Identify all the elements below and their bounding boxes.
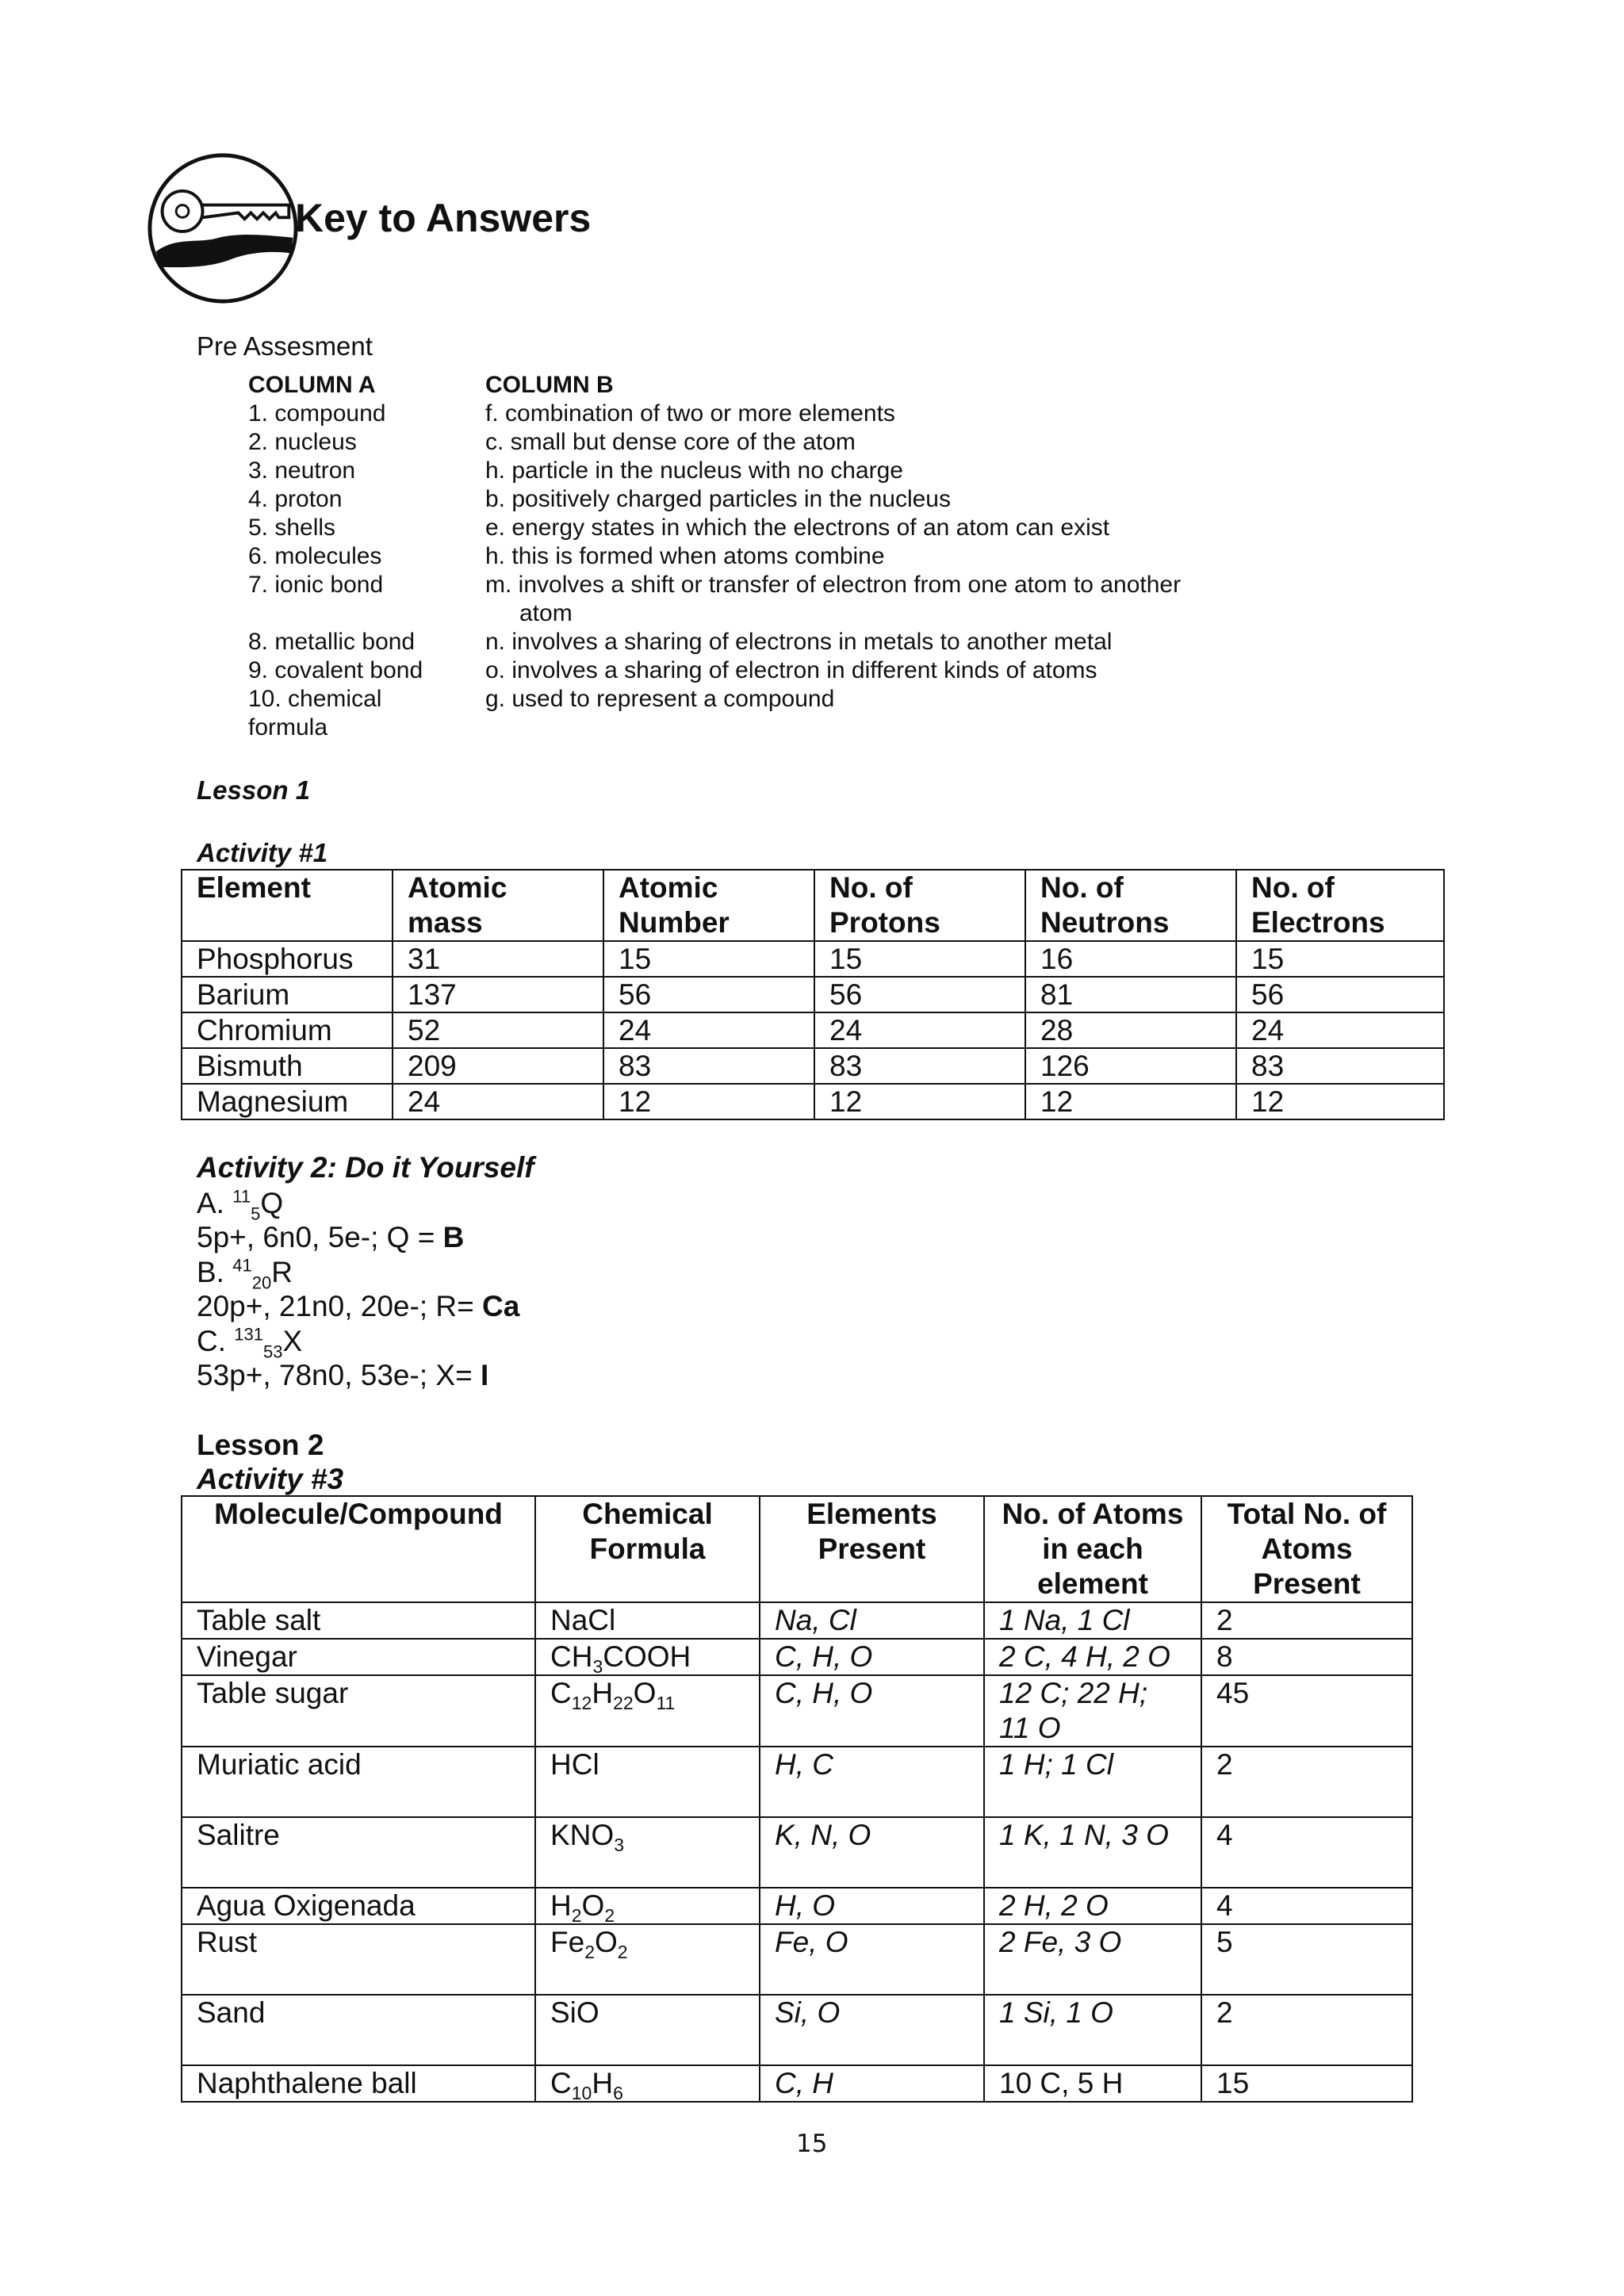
table-cell: 83 xyxy=(1236,1048,1444,1084)
elements-present: K, N, O xyxy=(760,1817,984,1888)
total-atoms: 15 xyxy=(1201,2065,1412,2102)
col-a-item: 9. covalent bond xyxy=(248,657,423,683)
table-row xyxy=(182,941,1444,977)
pre-assessment-label: Pre Assesment xyxy=(197,331,373,361)
elements-present: Si, O xyxy=(760,1995,984,2065)
table-cell: 15 xyxy=(1236,941,1444,977)
table-cell: 31 xyxy=(393,941,603,977)
col-a-item: 7. ionic bond xyxy=(248,572,384,598)
total-atoms: 5 xyxy=(1201,1924,1412,1995)
atoms-per-element: 1 Na, 1 Cl xyxy=(984,1602,1201,1639)
column-header: Elements Present xyxy=(760,1496,984,1602)
table-cell: 12 xyxy=(814,1084,1025,1119)
table-cell: 209 xyxy=(393,1048,603,1084)
table-row xyxy=(182,1639,1412,1675)
atoms-per-element: 1 K, 1 N, 3 O xyxy=(984,1817,1201,1888)
column-header: Atomic mass xyxy=(393,870,603,941)
table-header-row xyxy=(182,870,1444,941)
table-cell: Chromium xyxy=(182,1012,393,1048)
nuclide-b: B. $^{41}_{20}$R xyxy=(197,1255,293,1293)
total-atoms: 2 xyxy=(1201,1602,1412,1639)
compound-name: Table salt xyxy=(182,1602,535,1639)
table-cell: 12 xyxy=(1236,1084,1444,1119)
table-row xyxy=(182,1675,1412,1747)
col-a-item: 8. metallic bond xyxy=(248,629,416,655)
atoms-per-element: 1 Si, 1 O xyxy=(984,1995,1201,2065)
col-b-item: m. involves a shift or transfer of electron from one atom to another xyxy=(485,572,1182,598)
chemical-formula: $CH_3COOH$ xyxy=(535,1639,760,1675)
col-a-item: 1. compound xyxy=(248,400,386,427)
col-a-item: 10. chemical xyxy=(248,686,382,712)
atoms-per-element: 10 C, 5 H xyxy=(984,2065,1201,2102)
table-cell: 12 xyxy=(1025,1084,1236,1119)
elements-present: C, H xyxy=(760,2065,984,2102)
table-cell: 12 xyxy=(603,1084,814,1119)
elements-present: H, O xyxy=(760,1888,984,1924)
table-cell: 56 xyxy=(814,977,1025,1012)
compound-name: Sand xyxy=(182,1995,535,2065)
table-cell: Magnesium xyxy=(182,1084,393,1119)
col-a-item: 4. proton xyxy=(248,486,343,512)
table-row xyxy=(182,1602,1412,1639)
compounds-table xyxy=(181,1495,1413,2103)
col-a-item: formula xyxy=(248,714,328,740)
table-cell: 16 xyxy=(1025,941,1236,977)
atoms-per-element: 1 H; 1 Cl xyxy=(984,1747,1201,1817)
table-cell: Bismuth xyxy=(182,1048,393,1084)
atoms-per-element: 2 C, 4 H, 2 O xyxy=(984,1639,1201,1675)
page-number: 15 xyxy=(796,2130,828,2158)
elements-present: C, H, O xyxy=(760,1639,984,1675)
table-row xyxy=(182,1888,1412,1924)
column-header: No. of Electrons xyxy=(1236,870,1444,941)
total-atoms: 2 xyxy=(1201,1747,1412,1817)
answer-b: 20p+, 21n0, 20e-; R= Ca xyxy=(197,1290,520,1322)
compound-name: Naphthalene ball xyxy=(182,2065,535,2102)
column-header: No. of Protons xyxy=(814,870,1025,941)
table-cell: Barium xyxy=(182,977,393,1012)
column-header: Atomic Number xyxy=(603,870,814,941)
atoms-per-element: 2 H, 2 O xyxy=(984,1888,1201,1924)
col-b-item: f. combination of two or more elements xyxy=(485,400,895,427)
chemical-formula: HCl xyxy=(535,1747,760,1817)
col-b-item: atom xyxy=(519,600,573,626)
page-title: Key to Answers xyxy=(295,196,592,240)
total-atoms: 4 xyxy=(1201,1888,1412,1924)
table-cell: 24 xyxy=(1236,1012,1444,1048)
table-row xyxy=(182,1012,1444,1048)
key-hand-logo-icon xyxy=(145,151,301,306)
elements-present: Fe, O xyxy=(760,1924,984,1995)
table-cell: 15 xyxy=(603,941,814,977)
table-cell: 83 xyxy=(603,1048,814,1084)
activity-2-heading: Activity 2: Do it Yourself xyxy=(197,1151,534,1184)
lesson-2-heading: Lesson 2 xyxy=(197,1429,324,1461)
column-header: No. of Neutrons xyxy=(1025,870,1236,941)
table-cell: 56 xyxy=(603,977,814,1012)
col-a-item: 5. shells xyxy=(248,515,336,541)
col-b-item: h. this is formed when atoms combine xyxy=(485,543,885,569)
table-header-row xyxy=(182,1496,1412,1602)
atomic-structure-table xyxy=(181,869,1445,1120)
chemical-formula: $C_{12}H_{22}O_{11}$ xyxy=(535,1675,760,1747)
table-row xyxy=(182,1995,1412,2065)
table-cell: 24 xyxy=(393,1084,603,1119)
table-cell: Phosphorus xyxy=(182,941,393,977)
table-cell: 81 xyxy=(1025,977,1236,1012)
col-b-item: h. particle in the nucleus with no charge xyxy=(485,457,903,484)
column-header: Molecule/Compound xyxy=(182,1496,535,1602)
column-b-header: COLUMN B xyxy=(485,372,614,398)
chemical-formula: $Fe_2O_2$ xyxy=(535,1924,760,1995)
elements-present: H, C xyxy=(760,1747,984,1817)
column-header: Chemical Formula xyxy=(535,1496,760,1602)
atoms-per-element: 2 Fe, 3 O xyxy=(984,1924,1201,1995)
answer-c: 53p+, 78n0, 53e-; X= I xyxy=(197,1359,489,1391)
chemical-formula: $KNO_3$ xyxy=(535,1817,760,1888)
atoms-per-element: 12 C; 22 H; 11 O xyxy=(984,1675,1201,1747)
column-header: No. of Atoms in each element xyxy=(984,1496,1201,1602)
table-row xyxy=(182,1817,1412,1888)
table-row xyxy=(182,1924,1412,1995)
elements-present: Na, Cl xyxy=(760,1602,984,1639)
table-cell: 83 xyxy=(814,1048,1025,1084)
table-cell: 24 xyxy=(814,1012,1025,1048)
table-cell: 24 xyxy=(603,1012,814,1048)
table-row xyxy=(182,1747,1412,1817)
col-a-item: 6. molecules xyxy=(248,543,382,569)
elements-present: C, H, O xyxy=(760,1675,984,1747)
col-b-item: c. small but dense core of the atom xyxy=(485,429,856,455)
total-atoms: 4 xyxy=(1201,1817,1412,1888)
table-cell: 28 xyxy=(1025,1012,1236,1048)
chemical-formula: NaCl xyxy=(535,1602,760,1639)
nuclide-c: C. $^{131}_{53}$X xyxy=(197,1324,303,1362)
table-row xyxy=(182,1048,1444,1084)
compound-name: Table sugar xyxy=(182,1675,535,1747)
total-atoms: 8 xyxy=(1201,1639,1412,1675)
col-b-item: e. energy states in which the electrons of an atom can exist xyxy=(485,515,1110,541)
table-row xyxy=(182,1084,1444,1119)
col-b-item: g. used to represent a compound xyxy=(485,686,835,712)
table-cell: 56 xyxy=(1236,977,1444,1012)
compound-name: Vinegar xyxy=(182,1639,535,1675)
total-atoms: 2 xyxy=(1201,1995,1412,2065)
chemical-formula: $H_2O_2$ xyxy=(535,1888,760,1924)
compound-name: Salitre xyxy=(182,1817,535,1888)
activity-3-heading: Activity #3 xyxy=(197,1463,344,1495)
compound-name: Rust xyxy=(182,1924,535,1995)
col-a-item: 2. nucleus xyxy=(248,429,357,455)
column-header: Total No. of Atoms Present xyxy=(1201,1496,1412,1602)
col-b-item: b. positively charged particles in the nucleus xyxy=(485,486,951,512)
table-row xyxy=(182,2065,1412,2102)
total-atoms: 45 xyxy=(1201,1675,1412,1747)
table-cell: 52 xyxy=(393,1012,603,1048)
col-a-item: 3. neutron xyxy=(248,457,356,484)
chemical-formula: SiO xyxy=(535,1995,760,2065)
col-b-item: n. involves a sharing of electrons in metals to another metal xyxy=(485,629,1113,655)
nuclide-a: A. $^{11}_5$Q xyxy=(197,1186,284,1224)
table-cell: 126 xyxy=(1025,1048,1236,1084)
activity-1-heading: Activity #1 xyxy=(197,838,328,867)
column-a-header: COLUMN A xyxy=(248,372,376,398)
answer-a: 5p+, 6n0, 5e-; Q = B xyxy=(197,1221,465,1253)
chemical-formula: $C_{10}H_6$ xyxy=(535,2065,760,2102)
table-cell: 137 xyxy=(393,977,603,1012)
lesson-1-heading: Lesson 1 xyxy=(197,775,311,805)
compound-name: Agua Oxigenada xyxy=(182,1888,535,1924)
column-header: Element xyxy=(182,870,393,941)
col-b-item: o. involves a sharing of electron in different kinds of atoms xyxy=(485,657,1097,683)
compound-name: Muriatic acid xyxy=(182,1747,535,1817)
table-row xyxy=(182,977,1444,1012)
table-cell: 15 xyxy=(814,941,1025,977)
